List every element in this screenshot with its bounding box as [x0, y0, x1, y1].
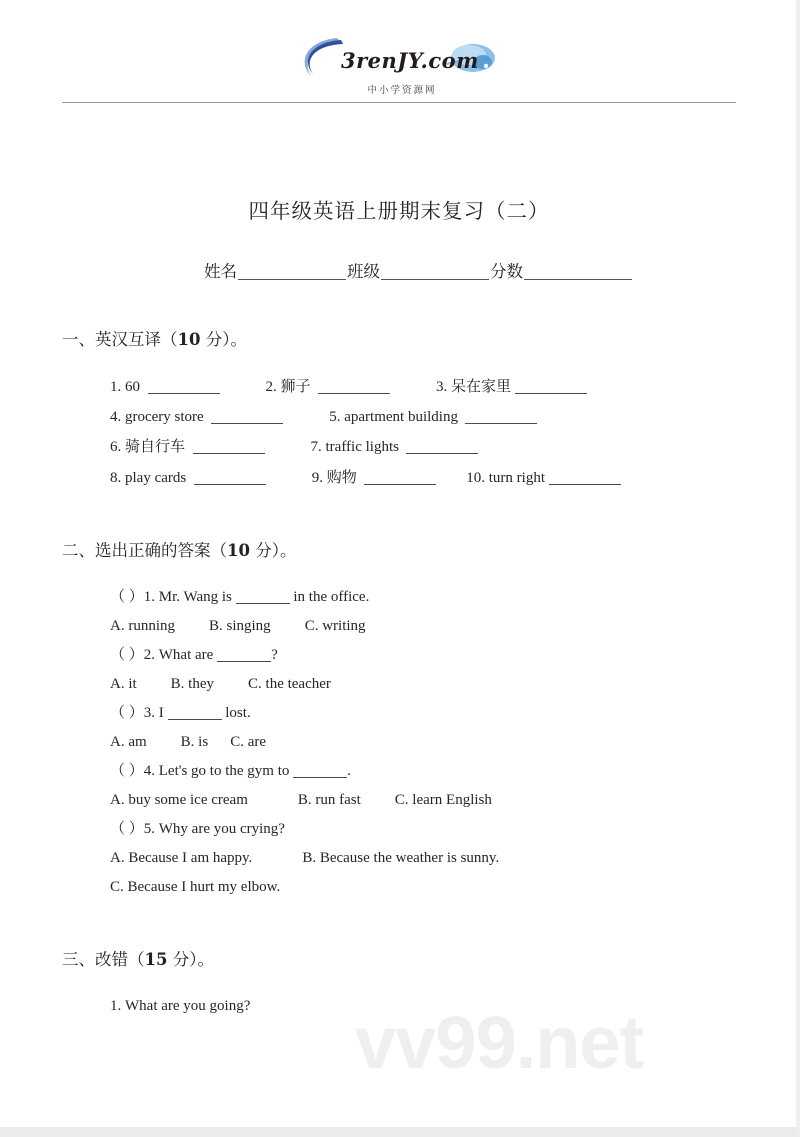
translate-item-4-num: 4.: [110, 408, 122, 425]
score-blank[interactable]: [524, 279, 632, 280]
mc-question-3-option-b[interactable]: B. is: [180, 734, 209, 750]
mc-question-4-stem-after: .: [347, 763, 351, 779]
translate-item-1-blank[interactable]: [148, 393, 220, 394]
translate-item-4-text: grocery store: [125, 408, 204, 425]
document-header: [62, 0, 736, 98]
translate-item-5-text: apartment building: [344, 408, 458, 425]
section-2-score: 10: [227, 541, 250, 560]
mc-question-1: [110, 583, 736, 612]
section-1-heading-suffix: 分）。: [200, 330, 247, 349]
class-label: 班级: [347, 262, 380, 281]
mc-question-2-stem-after: ?: [271, 647, 278, 663]
translate-item-10-num: 10.: [466, 469, 485, 486]
mc-question-1-bracket[interactable]: （ ）: [110, 589, 144, 605]
section-3-heading: [62, 902, 736, 970]
translate-item-3-num: 3.: [436, 379, 448, 395]
translate-item-8-blank[interactable]: [194, 484, 266, 485]
mc-question-1-options: [110, 612, 736, 641]
mc-question-1-option-b[interactable]: B. singing: [209, 618, 271, 634]
mc-question-2-option-c[interactable]: C. the teacher: [248, 676, 331, 692]
mc-question-2-option-b[interactable]: B. they: [170, 676, 215, 692]
mc-question-4-num: 4.: [143, 763, 156, 779]
student-info-line: [62, 258, 736, 282]
mc-question-5-options-row2: [110, 873, 736, 902]
mc-question-2-blank[interactable]: [217, 661, 271, 662]
translate-item-7-blank[interactable]: [406, 453, 478, 454]
mc-question-2-options: [110, 670, 736, 699]
mc-question-4-option-c[interactable]: C. learn English: [394, 792, 492, 808]
mc-question-4: [110, 757, 736, 786]
mc-question-3-option-a[interactable]: A. am: [110, 734, 147, 750]
translate-item-9-text: 购物: [326, 467, 357, 486]
mc-question-4-stem-before: Let's go to the gym to: [158, 763, 290, 779]
watermark-vv99: vv99.net: [355, 1001, 644, 1084]
name-blank[interactable]: [238, 279, 346, 280]
translate-item-9-blank[interactable]: [364, 484, 436, 485]
translate-item-8-text: play cards: [125, 469, 187, 486]
translate-item-6-num: 6.: [110, 439, 122, 455]
mc-question-3: [110, 699, 736, 728]
translate-item-10: [466, 470, 545, 486]
translate-item-1-num: 1.: [110, 379, 122, 395]
mc-question-3-stem-after: lost.: [225, 705, 251, 721]
translate-item-10-text: turn right: [488, 469, 545, 486]
translate-item-2-text: 狮子: [280, 377, 311, 395]
section-3-items: [62, 970, 736, 1021]
mc-question-4-bracket[interactable]: （ ）: [110, 763, 144, 779]
mc-question-3-option-c[interactable]: C. are: [230, 734, 267, 750]
translate-item-5-num: 5.: [329, 408, 341, 425]
section-2-questions: [62, 561, 736, 902]
score-label: 分数: [490, 262, 523, 281]
translate-item-5-blank[interactable]: [465, 423, 537, 424]
translate-item-4: [110, 409, 283, 425]
mc-question-5: [110, 815, 736, 844]
translate-item-1: [110, 379, 220, 395]
mc-question-4-blank[interactable]: [293, 777, 347, 778]
translate-item-3-blank[interactable]: [515, 393, 587, 394]
site-logo: [297, 34, 507, 86]
mc-question-4-option-b[interactable]: B. run fast: [297, 792, 361, 808]
mc-question-1-blank[interactable]: [236, 603, 290, 604]
correction-item-1-num: 1.: [110, 998, 122, 1014]
mc-question-5-option-a[interactable]: A. Because I am happy.: [110, 850, 253, 866]
translate-item-1-text: 60: [125, 379, 140, 395]
mc-question-5-num: 5.: [143, 821, 156, 837]
class-blank[interactable]: [381, 279, 489, 280]
mc-question-5-option-b[interactable]: B. Because the weather is sunny.: [302, 850, 500, 866]
svg-text:3renJY.com: 3renJY.com: [341, 48, 479, 73]
mc-question-1-option-c[interactable]: C. writing: [304, 618, 366, 634]
translate-item-2: [266, 379, 391, 395]
mc-question-3-blank[interactable]: [168, 719, 222, 720]
section-2-heading-suffix: 分）。: [249, 541, 297, 560]
mc-question-2-option-a[interactable]: A. it: [110, 676, 137, 692]
translate-item-4-blank[interactable]: [211, 423, 283, 424]
section-3-heading-suffix: 分）。: [167, 950, 214, 969]
mc-question-5-option-c[interactable]: C. Because I hurt my elbow.: [110, 879, 281, 895]
translate-item-9-num: 9.: [311, 469, 323, 486]
mc-question-1-stem-after: in the office.: [293, 589, 370, 605]
mc-question-5-options-row1: [110, 844, 736, 873]
mc-question-2-bracket[interactable]: （ ）: [110, 647, 144, 663]
mc-question-4-options: [110, 786, 736, 815]
mc-question-5-stem-before: Why are you crying?: [158, 821, 285, 837]
mc-question-2-num: 2.: [143, 647, 156, 663]
translate-item-9: [311, 467, 437, 486]
translate-item-8: [110, 470, 266, 486]
section-2-heading-prefix: 二、选出正确的答案（: [62, 541, 227, 560]
name-label: 姓名: [204, 262, 237, 281]
mc-question-3-num: 3.: [143, 705, 156, 721]
section-3-heading-prefix: 三、改错（: [62, 950, 145, 969]
translate-item-6-blank[interactable]: [193, 453, 265, 454]
translate-item-5: [329, 409, 537, 425]
section-1-score: 10: [177, 330, 201, 349]
mc-question-1-num: 1.: [143, 589, 156, 605]
translate-item-2-blank[interactable]: [318, 393, 390, 394]
translate-item-7: [311, 439, 479, 455]
translate-item-6: [110, 439, 265, 455]
translate-item-6-text: 骑自行车: [125, 437, 186, 455]
mc-question-1-stem-before: Mr. Wang is: [158, 589, 232, 605]
mc-question-5-bracket[interactable]: （ ）: [110, 821, 144, 837]
page-title: 四年级英语上册期末复习（二）: [248, 199, 550, 223]
correction-item-1: [110, 992, 736, 1021]
translate-item-3: [436, 379, 511, 395]
correction-item-1-text[interactable]: What are you going?: [125, 998, 251, 1014]
section-1-heading-prefix: 一、英汉互译（: [62, 330, 178, 349]
translate-item-10-blank[interactable]: [549, 484, 621, 485]
header-divider: [62, 102, 736, 103]
mc-question-3-stem-before: I: [158, 705, 164, 721]
translate-item-8-num: 8.: [110, 469, 122, 486]
mc-question-2-stem-before: What are: [158, 647, 214, 663]
section-3-score: 15: [144, 950, 168, 969]
section-1-items: [62, 350, 736, 493]
mc-question-3-bracket[interactable]: （ ）: [110, 705, 144, 721]
mc-question-3-options: [110, 728, 736, 757]
site-logo-subtitle: 中小学资源网: [367, 85, 437, 96]
mc-question-4-option-a[interactable]: A. buy some ice cream: [110, 792, 248, 808]
translate-item-2-num: 2.: [265, 379, 277, 395]
section-2-heading: [62, 493, 736, 561]
translate-item-3-text: 呆在家里: [451, 377, 512, 395]
translate-item-7-text: traffic lights: [325, 439, 399, 455]
mc-question-1-option-a[interactable]: A. running: [110, 618, 175, 634]
mc-question-2: [110, 641, 736, 670]
translate-item-7-num: 7.: [310, 439, 322, 455]
section-1-heading: [62, 282, 736, 350]
